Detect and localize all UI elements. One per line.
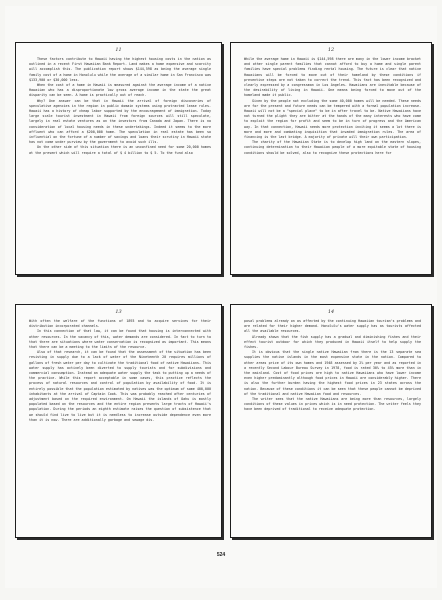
document-page-3	[15, 304, 222, 538]
scanned-sheet	[5, 6, 437, 588]
paragraph: posal problems already on as affected by the continuing Hawaiian tourism's problems and are related for their higher demand. Honolulu's water supply has as tourists affected all the available resources.	[244, 319, 421, 334]
document-page-1	[15, 42, 222, 275]
page-body	[29, 319, 211, 423]
page-number: 11	[115, 47, 122, 53]
page-number: 13	[115, 309, 122, 315]
page-body	[29, 57, 211, 156]
page-number: 14	[327, 309, 335, 315]
paragraph: These factors contribute to Hawaii having the highest housing costs in the nation as outlined in a recent First Hawaiian Bank Report. Land makes a home expensive and scarcity will accomplish this. The publication report shows $144,598 as being the average single family cost of a home in Honolulu while the average of a similar home in San Francisco was $133,900 or $30,000 less.	[29, 57, 211, 82]
paragraph: Given by the people not excluding the some 40,000 homes will be needed. These needs are for the present and future needs can be tempered with a formal population increase. Hawaii will not be a "special place" to be in after travel to be. Native Hawaiians have not turned the plight they are bitter at the hands of the many interests who have come to exploit the region for profit and seem to be in turn of progress and the American way. In that connection, Hawaii needs more protection inviting it seems a lot there is more and more and combating inquisition that invaded immigration rules. The area of financing is the last bridge. A majority of private will their own participation.	[244, 98, 421, 140]
page-body	[244, 319, 421, 413]
document-page-2	[230, 42, 432, 275]
folio-number: 524	[216, 552, 226, 558]
paragraph: In this connection of that law, it can be found that housing is interconnected with other resources. In the vacancy of this, water demands are considered. In fact to turn to that there are situations where water conservation is recognized as important. This means that there can be a meeting to the limits of the resource.	[29, 329, 211, 350]
paragraph: Also of that research, it can be found that the assessment of the situation has been resisting in supply due to a lack of water of the Nineteenth 20 requires millions of gallons of fresh water per day to cultivate the traditional food of native Hawaiians. This water supply has actively been diverted to supply tourists and for subdivisions and commercial consumption. Instead an adequate water supply the task to putting up a needs of the practice. While this report acceptable in some cases, this practice reflects the process of natural resources and control of population by availability of food. It is entirely possible that the population estimated by natives was the optimum of some 400,000 inhabitants at the arrival of Captain Cook. This was probably reached after centuries of adjustment based on the required environment. On Hawaii the islands of Oahu is mostly populated based on the resources and the entire region presents large tracts of Hawaii's population. During the periods an eighth estimate raises the question of subsistence that we should find live to live but it is needless to increase outside dependence even more than it is now. There are additionally garbage and sewage dis-	[29, 350, 211, 422]
paragraph: The writer sees that the native Hawaiians are being more than resources, largely conditions of these values in prices which is in need protection. The writer feels they have been deprived of traditional to receive adequate protection.	[244, 397, 421, 412]
paragraph: With often the welfare of the functions of 1893 and to acquire services for their distribution incorporated channels.	[29, 319, 211, 329]
paragraph: The charity of the Hawaiian State is to develop high land on the eastern slopes, continuing determination to their Hawaiian people of a more equitable state of housing conditions should be solved, also to recognize these protections here for	[244, 140, 421, 155]
paragraph: Why? One answer can be that in Hawaii the arrival of foreign discoveries of speculative agencies in the region in public domain systems using protracted lease rules. Hawaii has a history of cheap labor supported by the encouragement of immigration. Today large scale tourist investment in Hawaii from foreign sources will still speculate, largely in real estate ventures as on the investors from Canada and Japan. There is no consideration of local housing needs in these undertakings. Indeed it seems to the more affluent who can afford a $200,000 home. The speculation in real estate has been so influential on the fortune of a number of savings and loans their scrutiny in Hawaii state has not come under purview by the government to avoid such ills.	[29, 98, 211, 145]
paragraph: On the other side of this situation there is an unconfined need for some 20,000 homes at the present which will require a total of $ 4 billion to $ 5. To the fund also	[29, 145, 211, 155]
document-page-4	[230, 304, 432, 538]
page-body	[244, 57, 421, 156]
paragraph: When the cost of a home in Hawaii is measured against the average income of a native Hawaiian who has a disproportionate low gross average income in the state the great disparity can be seen. A home is practically out of reach.	[29, 83, 211, 98]
paragraph: While the average home in Hawaii is $144,598 there are many in the lower income bracket and other single parent families that cannot afford to buy a home and single parent families have special problems finding rental housing. The future is clear that native Hawaiians will be forced to move out of their homeland by these conditions if preventive steps are not taken to correct the trend. This fact has been recognized and clearly expressed by a congressman in Los Angeles. Hawaiians are inevitable because of the desirability of living in Hawaii. One means being forced to move out of the homeland made it public.	[244, 57, 421, 98]
paragraph: Already shown that the fish supply has a gradual and diminishing fishes and their effect tourist outdoor for which they produced in Hawaii itself to help supply the fishes.	[244, 334, 421, 350]
page-number: 12	[327, 47, 335, 53]
paragraph: It is obvious that the single native Hawaiian from there is the 13 separate sea supplies the native islands in the most expensive state in the nation. Compared to other areas price of its own homes and 1948 assessed by 2% per year and as reported in a recently Second Labour Bureau Survey in 1978, food is rated 30% to 45% more than in the mainland. Cost of food prices are high to native Hawaiians who have lower income even higher predominantly although food prices in Hawaii are considerably higher. There is also the further burden having the highest food prices in 23 states across the nation. Because of these conditions it can be seen that these people cannot be deprived of the traditional and native Hawaiian food and resources.	[244, 350, 421, 396]
